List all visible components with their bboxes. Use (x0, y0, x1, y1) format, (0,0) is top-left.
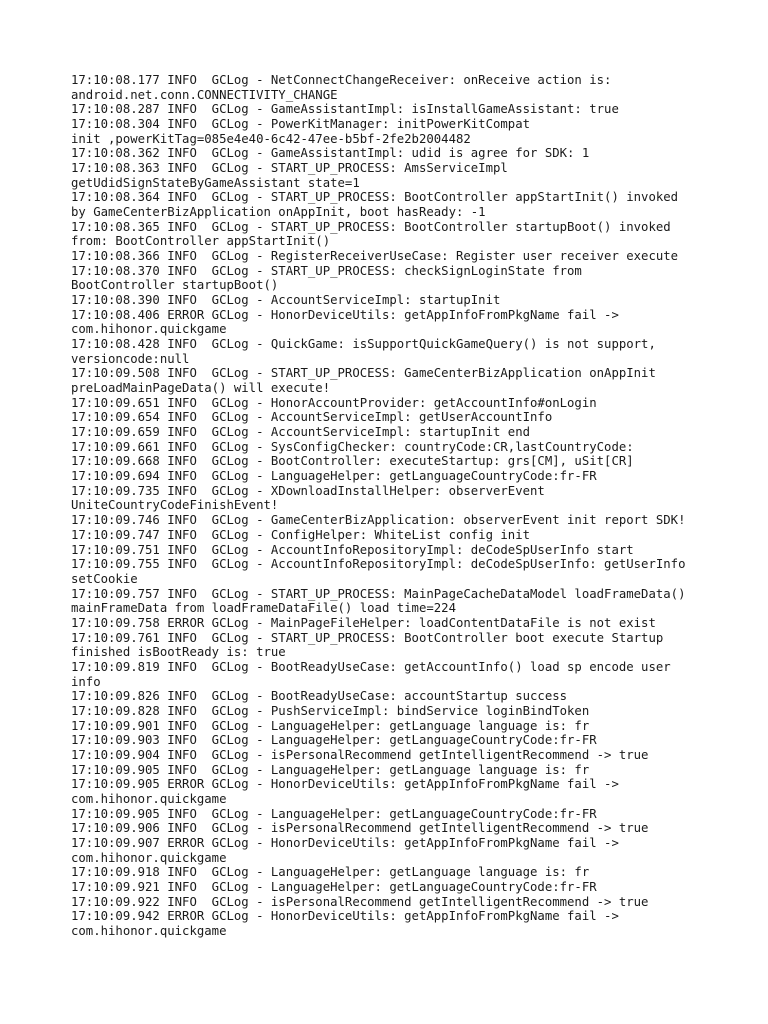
log-line: from: BootController appStartInit() (71, 234, 331, 249)
log-line: getUdidSignStateByGameAssistant state=1 (71, 175, 360, 190)
log-line: 17:10:09.921 INFO GCLog - LanguageHelper: getLanguageCountryCode:fr-FR (71, 879, 597, 894)
log-line: BootController startupBoot() (71, 278, 279, 293)
log-line: com.hihonor.quickgame (71, 850, 227, 865)
log-line: mainFrameData from loadFrameDataFile() load time=224 (71, 601, 456, 616)
log-line: 17:10:09.758 ERROR GCLog - MainPageFileHelper: loadContentDataFile is not exist (71, 615, 656, 630)
log-line: 17:10:09.922 INFO GCLog - isPersonalRecommend getIntelligentRecommend -> true (71, 894, 649, 909)
log-line: 17:10:09.819 INFO GCLog - BootReadyUseCase: getAccountInfo() load sp encode user (71, 659, 671, 674)
log-line: 17:10:09.668 INFO GCLog - BootController: executeStartup: grs[CM], uSit[CR] (71, 454, 634, 469)
log-line: 17:10:09.826 INFO GCLog - BootReadyUseCase: accountStartup success (71, 689, 568, 704)
log-line: 17:10:09.761 INFO GCLog - START_UP_PROCESS: BootController boot execute Startup (71, 630, 664, 645)
log-line: 17:10:09.903 INFO GCLog - LanguageHelper: getLanguageCountryCode:fr-FR (71, 733, 597, 748)
log-line: 17:10:08.364 INFO GCLog - START_UP_PROCESS: BootController appStartInit() invoked (71, 190, 679, 205)
log-line: 17:10:09.905 ERROR GCLog - HonorDeviceUtils: getAppInfoFromPkgName fail -> (71, 777, 619, 792)
log-line: 17:10:09.751 INFO GCLog - AccountInfoRepositoryImpl: deCodeSpUserInfo start (71, 542, 634, 557)
log-line: 17:10:08.304 INFO GCLog - PowerKitManager: initPowerKitCompat (71, 117, 531, 132)
log-line: 17:10:09.654 INFO GCLog - AccountServiceImpl: getUserAccountInfo (71, 410, 553, 425)
log-line: 17:10:09.904 INFO GCLog - isPersonalRecommend getIntelligentRecommend -> true (71, 747, 649, 762)
log-line: 17:10:09.907 ERROR GCLog - HonorDeviceUtils: getAppInfoFromPkgName fail -> (71, 835, 619, 850)
log-text-block (71, 73, 711, 939)
log-line: 17:10:08.428 INFO GCLog - QuickGame: isSupportQuickGameQuery() is not support, (71, 337, 656, 352)
log-line: by GameCenterBizApplication onAppInit, boot hasReady: -1 (71, 205, 486, 220)
log-line: 17:10:09.757 INFO GCLog - START_UP_PROCESS: MainPageCacheDataModel loadFrameData() (71, 586, 686, 601)
log-line: 17:10:09.905 INFO GCLog - LanguageHelper: getLanguageCountryCode:fr-FR (71, 806, 597, 821)
log-line: UniteCountryCodeFinishEvent! (71, 498, 279, 513)
log-line: 17:10:09.694 INFO GCLog - LanguageHelper: getLanguageCountryCode:fr-FR (71, 469, 597, 484)
log-line: 17:10:08.390 INFO GCLog - AccountServiceImpl: startupInit (71, 293, 501, 308)
log-line: info (71, 674, 101, 689)
log-line: 17:10:09.651 INFO GCLog - HonorAccountProvider: getAccountInfo#onLogin (71, 395, 597, 410)
log-line: 17:10:09.828 INFO GCLog - PushServiceImpl: bindService loginBindToken (71, 703, 590, 718)
log-line: 17:10:08.370 INFO GCLog - START_UP_PROCESS: checkSignLoginState from (71, 263, 582, 278)
log-line: 17:10:08.287 INFO GCLog - GameAssistantImpl: isInstallGameAssistant: true (71, 102, 619, 117)
log-line: com.hihonor.quickgame (71, 791, 227, 806)
log-line: setCookie (71, 571, 138, 586)
log-line: 17:10:09.755 INFO GCLog - AccountInfoRepositoryImpl: deCodeSpUserInfo: getUserInfo (71, 557, 686, 572)
log-line: 17:10:09.901 INFO GCLog - LanguageHelper: getLanguage language is: fr (71, 718, 590, 733)
log-line: 17:10:09.661 INFO GCLog - SysConfigChecker: countryCode:CR,lastCountryCode: (71, 439, 634, 454)
log-line: 17:10:09.746 INFO GCLog - GameCenterBizApplication: observerEvent init report SDK! (71, 513, 686, 528)
log-line: preLoadMainPageData() will execute! (71, 381, 331, 396)
log-line: 17:10:09.918 INFO GCLog - LanguageHelper: getLanguage language is: fr (71, 865, 590, 880)
log-line: finished isBootReady is: true (71, 645, 286, 660)
log-line: com.hihonor.quickgame (71, 923, 227, 938)
log-line: 17:10:08.363 INFO GCLog - START_UP_PROCESS: AmsServiceImpl (71, 161, 508, 176)
log-line: 17:10:09.735 INFO GCLog - XDownloadInstallHelper: observerEvent (71, 483, 545, 498)
log-line: 17:10:08.362 INFO GCLog - GameAssistantImpl: udid is agree for SDK: 1 (71, 146, 590, 161)
log-line: 17:10:08.177 INFO GCLog - NetConnectChangeReceiver: onReceive action is: (71, 73, 612, 87)
log-line: 17:10:09.747 INFO GCLog - ConfigHelper: WhiteList config init (71, 527, 531, 542)
log-line: 17:10:09.906 INFO GCLog - isPersonalRecommend getIntelligentRecommend -> true (71, 821, 649, 836)
log-line: 17:10:08.406 ERROR GCLog - HonorDeviceUtils: getAppInfoFromPkgName fail -> (71, 307, 619, 322)
log-line: init ,powerKitTag=085e4e40-6c42-47ee-b5bf-2fe2b2004482 (71, 131, 471, 146)
log-line: 17:10:08.366 INFO GCLog - RegisterReceiverUseCase: Register user receiver execute (71, 249, 679, 264)
log-line: 17:10:09.659 INFO GCLog - AccountServiceImpl: startupInit end (71, 425, 531, 440)
log-line: versioncode:null (71, 351, 190, 366)
log-line: android.net.conn.CONNECTIVITY_CHANGE (71, 87, 338, 102)
log-line: com.hihonor.quickgame (71, 322, 227, 337)
log-line: 17:10:09.905 INFO GCLog - LanguageHelper: getLanguage language is: fr (71, 762, 590, 777)
log-line: 17:10:09.508 INFO GCLog - START_UP_PROCESS: GameCenterBizApplication onAppInit (71, 366, 656, 381)
log-line: 17:10:09.942 ERROR GCLog - HonorDeviceUtils: getAppInfoFromPkgName fail -> (71, 909, 619, 924)
log-line: 17:10:08.365 INFO GCLog - START_UP_PROCESS: BootController startupBoot() invoked (71, 219, 671, 234)
